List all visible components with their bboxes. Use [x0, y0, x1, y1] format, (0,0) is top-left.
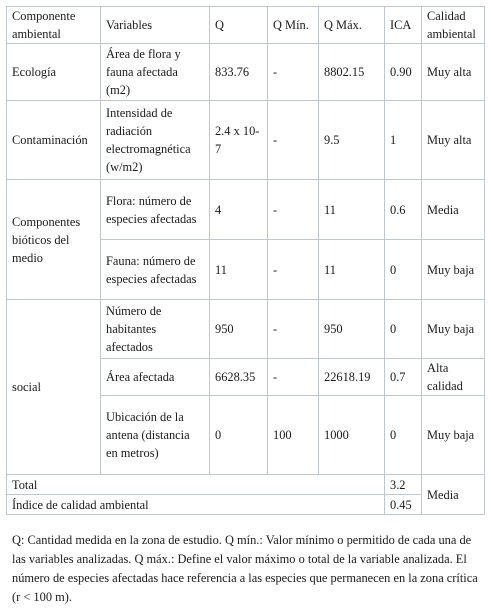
cell-calidad: Muy baja — [422, 240, 485, 300]
total-row — [7, 475, 485, 495]
cell-q: 950 — [210, 300, 268, 359]
cell-calidad: Muy alta — [422, 101, 485, 180]
cell-q-max: 950 — [319, 300, 385, 359]
cell-q-min: - — [268, 300, 319, 359]
cell-variable: Intensidad de radiación electromagnética (w/m2) — [101, 101, 210, 180]
cell-q-max: 1000 — [319, 396, 385, 475]
cell-q-min: - — [268, 180, 319, 240]
cell-variable: Fauna: número de especies afectadas — [101, 240, 210, 300]
table-row — [7, 44, 485, 101]
table-row — [7, 300, 485, 359]
cell-q: 2.4 x 10-7 — [210, 101, 268, 180]
header-variables: Variables — [101, 7, 210, 44]
cell-componente: Contaminación — [7, 101, 101, 180]
total-label: Total — [7, 475, 385, 495]
cell-q-max: 11 — [319, 180, 385, 240]
cell-q: 4 — [210, 180, 268, 240]
cell-q: 11 — [210, 240, 268, 300]
environmental-quality-table — [6, 6, 485, 515]
cell-ica: 0.90 — [385, 44, 422, 101]
header-calidad: Calidad ambiental — [422, 7, 485, 44]
cell-variable: Ubicación de la antena (distancia en metros) — [101, 396, 210, 475]
index-label: Índice de calidad ambiental — [7, 495, 385, 515]
cell-q-max: 9.5 — [319, 101, 385, 180]
cell-componente: Ecología — [7, 44, 101, 101]
table-header-row — [7, 7, 485, 44]
cell-variable: Área de flora y fauna afectada (m2) — [101, 44, 210, 101]
table-footnote: Q: Cantidad medida en la zona de estudio. Q mín.: Valor mínimo o permitido de cada una de las variables analizadas. Q máx.: Define el valor máximo o total de la variable analizada. El número de especies afectadas hace referencia a las especies que permanecen en la zona crítica (r < 100 m). — [12, 533, 478, 604]
cell-ica: 0 — [385, 396, 422, 475]
cell-ica: 0.7 — [385, 359, 422, 396]
cell-calidad: Alta calidad — [422, 359, 485, 396]
cell-q-max: 8802.15 — [319, 44, 385, 101]
cell-variable: Número de habitantes afectados — [101, 300, 210, 359]
cell-variable: Área afectada — [101, 359, 210, 396]
cell-ica: 0 — [385, 240, 422, 300]
cell-q-min: - — [268, 359, 319, 396]
cell-q-min: 100 — [268, 396, 319, 475]
header-q-min: Q Mín. — [268, 7, 319, 44]
cell-calidad: Muy alta — [422, 44, 485, 101]
header-q: Q — [210, 7, 268, 44]
header-q-max: Q Máx. — [319, 7, 385, 44]
cell-q-max: 22618.19 — [319, 359, 385, 396]
cell-calidad: Muy baja — [422, 396, 485, 475]
index-row — [7, 495, 485, 515]
cell-calidad: Media — [422, 180, 485, 240]
index-ica: 0.45 — [385, 495, 422, 515]
summary-calidad: Media — [422, 475, 485, 515]
cell-ica: 1 — [385, 101, 422, 180]
cell-q-min: - — [268, 240, 319, 300]
cell-calidad: Muy baja — [422, 300, 485, 359]
cell-componente: social — [7, 300, 101, 475]
cell-componente: Componentes bióticos del medio — [7, 180, 101, 300]
cell-q: 0 — [210, 396, 268, 475]
table-row — [7, 180, 485, 240]
cell-q: 6628.35 — [210, 359, 268, 396]
cell-q-max: 11 — [319, 240, 385, 300]
table-row — [7, 101, 485, 180]
cell-q-min: - — [268, 101, 319, 180]
cell-variable: Flora: número de especies afectadas — [101, 180, 210, 240]
cell-q: 833.76 — [210, 44, 268, 101]
cell-q-min: - — [268, 44, 319, 101]
header-componente: Componente ambiental — [7, 7, 101, 44]
cell-ica: 0 — [385, 300, 422, 359]
header-ica: ICA — [385, 7, 422, 44]
total-ica: 3.2 — [385, 475, 422, 495]
cell-ica: 0.6 — [385, 180, 422, 240]
